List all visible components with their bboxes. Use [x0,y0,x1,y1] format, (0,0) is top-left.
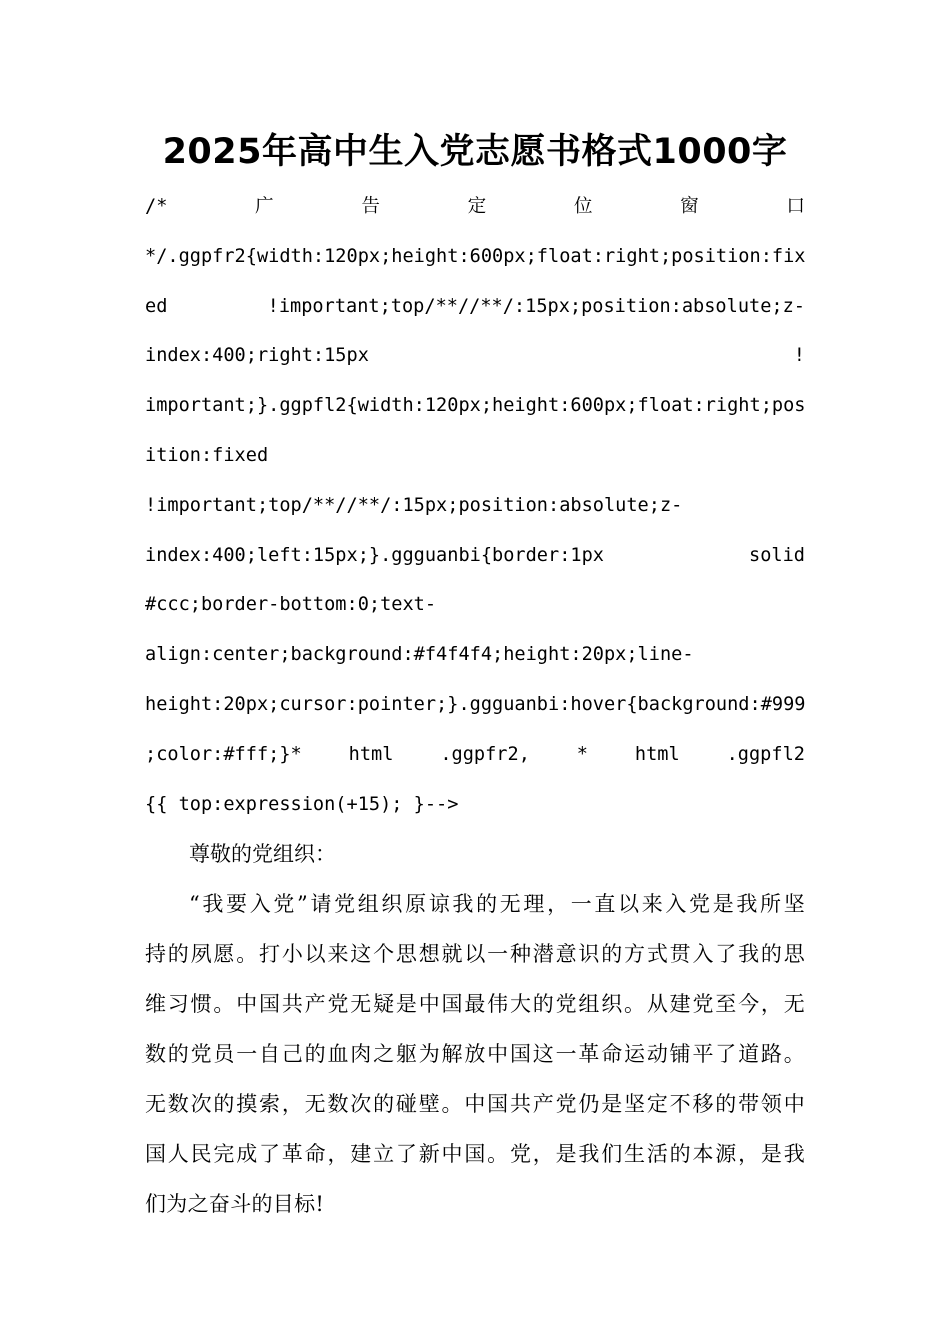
letter-body [145,829,805,1229]
paragraph-line: 数的党员一自己的血肉之躯为解放中国这一革命运动铺平了道路。 [145,1042,805,1067]
code-line [145,381,805,431]
code-line [145,730,805,780]
code-text: !important;top/**//**/:15px;position:absolute;z- [267,295,805,317]
code-text: !important;top/**//**/:15px;position:absolute;z- [145,494,683,516]
paragraph-line: “我要入党”请党组织原谅我的无理，一直以来入党是我所坚 [189,892,805,917]
code-line [145,232,805,282]
code-text: ;color:#fff;}* [145,743,302,765]
code-text: index:400;right:15px [145,345,369,367]
code-line [145,481,805,531]
ad-comment-word: 窗 [680,196,699,217]
paragraph-line: 国人民完成了革命，建立了新中国。党，是我们生活的本源，是我 [145,1142,805,1167]
code-text: * [576,743,588,765]
document-title: 2025年高中生入党志愿书格式1000字 [162,132,788,172]
code-line [145,282,805,332]
code-line [145,580,805,630]
code-text: height:20px;cursor:pointer;}.ggguanbi:hover{background:#999 [145,693,806,715]
code-text: align:center;background:#f4f4f4;height:20px;line- [145,644,694,666]
code-text: solid [749,544,805,566]
paragraph-line: 们为之奋斗的目标! [145,1192,325,1217]
code-line [145,531,805,581]
ad-comment-word: 告 [361,196,380,217]
paragraph-line: 持的夙愿。打小以来这个思想就以一种潜意识的方式贯入了我的思 [145,942,805,967]
code-text: html [634,743,680,765]
code-line [145,780,805,830]
code-line [145,680,805,730]
code-line [145,431,805,481]
code-text: */.ggpfr2{width:120px;height:600px;float:right;position:fix [145,245,806,267]
paragraph-line: 无数次的摸索，无数次的碰壁。中国共产党仍是坚定不移的带领中 [145,1092,805,1117]
code-text: ! [793,345,805,367]
css-code-block [145,182,805,829]
code-text: ition:fixed [145,444,269,466]
code-text: html [348,743,394,765]
ad-comment-word: 位 [573,196,593,217]
code-text: {{ top:expression(+15); }--> [145,793,459,815]
paragraph-line: 维习惯。中国共产党无疑是中国最伟大的党组织。从建党至今，无 [145,992,805,1017]
ad-comment-word: 定 [467,196,487,217]
code-line [145,630,805,680]
code-text: important;}.ggpfl2{width:120px;height:600px;float:right;pos [145,395,806,417]
ad-comment-word: 口 [786,196,805,217]
salutation: 尊敬的党组织： [189,842,336,867]
code-text: .ggpfl2 [726,743,805,765]
code-text: .ggpfr2, [440,743,530,765]
code-text: ed [145,295,168,317]
code-text: #ccc;border-bottom:0;text- [145,594,437,616]
code-line [145,331,805,381]
ad-comment-word: 广 [255,196,274,217]
code-text: index:400;left:15px;}.ggguanbi{border:1px [145,544,604,566]
ad-comment-word: /* [145,196,168,217]
document-page [145,122,805,1229]
ad-comment-line [145,182,805,232]
